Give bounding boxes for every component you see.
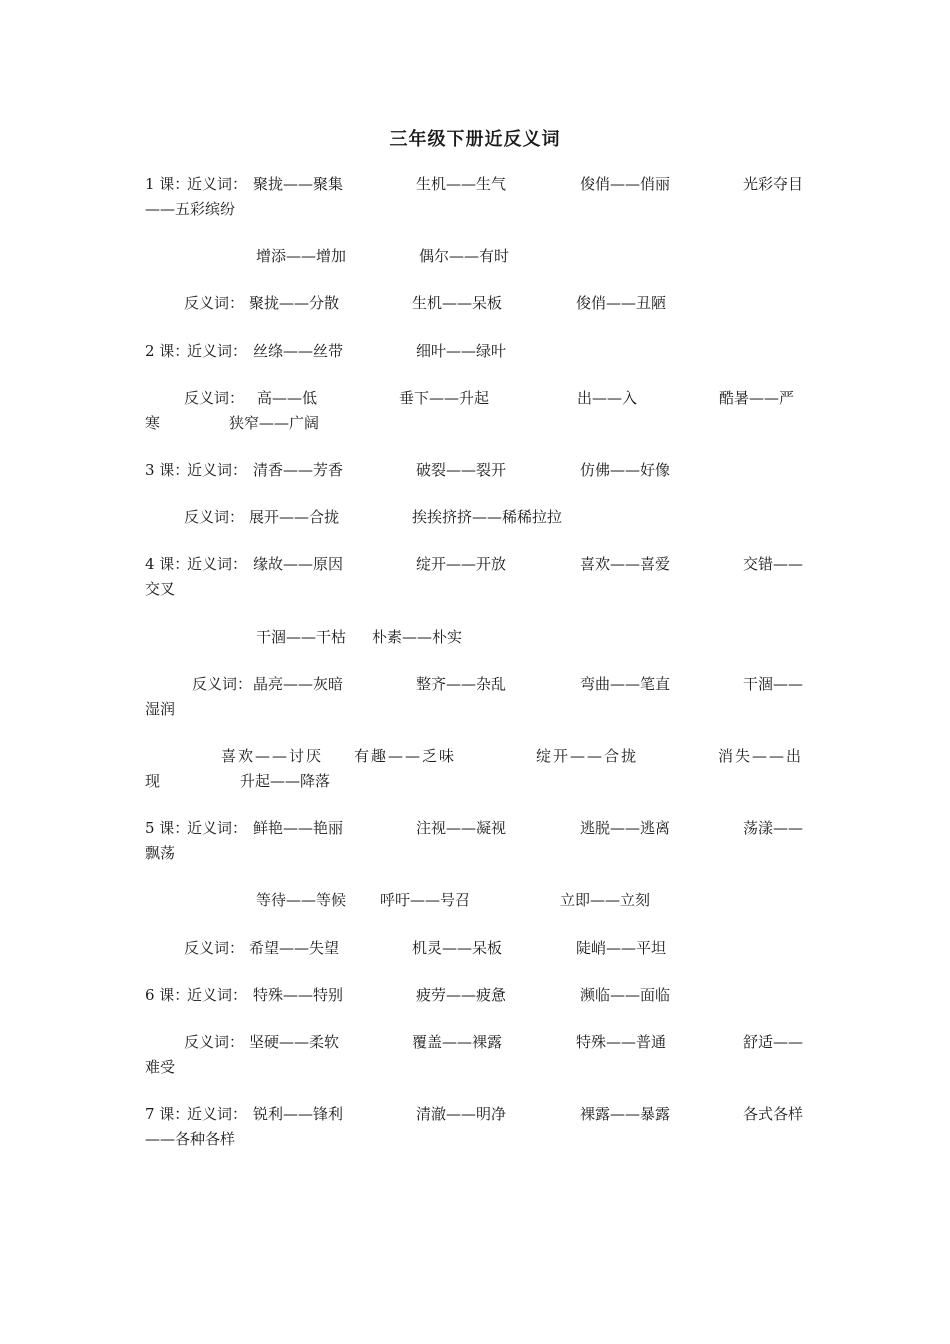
word-pair: 聚拢——聚集 bbox=[253, 175, 344, 193]
word-fragment: 湿润 bbox=[145, 700, 176, 718]
word-pair: 俊俏——俏丽 bbox=[580, 175, 671, 193]
lesson-4-antonyms-line-2 bbox=[145, 745, 807, 767]
word-pair: 覆盖——裸露 bbox=[412, 1033, 503, 1051]
page-title: 三年级下册近反义词 bbox=[389, 129, 561, 150]
lesson-3-synonyms-line bbox=[145, 459, 807, 481]
word-pair: 特殊——普通 bbox=[576, 1033, 667, 1051]
word-pair: ——五彩缤纷 bbox=[145, 200, 236, 218]
word-fragment: 寒 bbox=[145, 414, 161, 432]
word-pair: 喜欢——讨厌 bbox=[221, 747, 324, 765]
lesson-1-antonyms-line bbox=[145, 292, 807, 314]
word-fragment: 现 bbox=[145, 772, 161, 790]
word-pair: 狭窄——广阔 bbox=[229, 414, 320, 432]
word-pair: 生机——生气 bbox=[416, 175, 507, 193]
antonym-label: 反义词： bbox=[184, 1033, 245, 1051]
word-pair: 绽开——开放 bbox=[416, 555, 507, 573]
word-pair: 缘故——原因 bbox=[253, 555, 344, 573]
word-pair: 裸露——暴露 bbox=[580, 1105, 671, 1123]
lesson-6-synonyms-line bbox=[145, 984, 807, 1006]
word-pair: 弯曲——笔直 bbox=[580, 675, 671, 693]
word-pair: 绽开——合拢 bbox=[536, 747, 639, 765]
word-pair: 注视——凝视 bbox=[416, 819, 507, 837]
word-pair: 晶亮——灰暗 bbox=[253, 675, 344, 693]
word-pair: 舒适—— bbox=[743, 1033, 804, 1051]
antonym-label: 反义词： bbox=[184, 939, 245, 957]
lesson-5-synonyms-line-2 bbox=[145, 889, 807, 911]
lesson-label: 2 课： bbox=[145, 342, 190, 360]
word-pair: 朴素——朴实 bbox=[372, 628, 463, 646]
word-pair: 逃脱——逃离 bbox=[580, 819, 671, 837]
lesson-1-synonyms-wrap bbox=[145, 198, 807, 220]
lesson-7-synonyms-line bbox=[145, 1103, 807, 1125]
antonym-label: 反义词： bbox=[184, 389, 245, 407]
word-pair: ——各种各样 bbox=[145, 1130, 236, 1148]
lesson-6-antonyms-line bbox=[145, 1031, 807, 1053]
lesson-3-antonyms-line bbox=[145, 506, 807, 528]
word-pair: 呼吁——号召 bbox=[380, 891, 471, 909]
word-pair: 希望——失望 bbox=[249, 939, 340, 957]
lesson-4-antonyms-wrap-2 bbox=[145, 770, 807, 792]
synonym-label: 近义词： bbox=[187, 555, 248, 573]
antonym-label: 反义词： bbox=[184, 294, 245, 312]
word-pair: 干涸——干枯 bbox=[256, 628, 347, 646]
word-pair: 增添——增加 bbox=[256, 247, 347, 265]
word-fragment: 交叉 bbox=[145, 580, 176, 598]
lesson-6-antonyms-wrap bbox=[145, 1056, 807, 1078]
word-pair: 陡峭——平坦 bbox=[576, 939, 667, 957]
word-pair: 各式各样 bbox=[743, 1105, 804, 1123]
lesson-label: 5 课： bbox=[145, 819, 190, 837]
word-fragment: 飘荡 bbox=[145, 844, 176, 862]
synonym-label: 近义词： bbox=[187, 342, 248, 360]
lesson-7-synonyms-wrap bbox=[145, 1128, 807, 1150]
synonym-label: 近义词： bbox=[187, 461, 248, 479]
lesson-4-synonyms-wrap bbox=[145, 578, 807, 600]
synonym-label: 近义词： bbox=[187, 819, 248, 837]
lesson-1-synonyms-line bbox=[145, 173, 807, 195]
synonym-label: 近义词： bbox=[187, 1105, 248, 1123]
word-pair: 等待——等候 bbox=[256, 891, 347, 909]
word-pair: 仿佛——好像 bbox=[580, 461, 671, 479]
lesson-label: 7 课： bbox=[145, 1105, 190, 1123]
word-pair: 光彩夺目 bbox=[743, 175, 804, 193]
word-pair: 挨挨挤挤——稀稀拉拉 bbox=[412, 508, 563, 526]
synonym-label: 近义词： bbox=[187, 175, 248, 193]
word-pair: 濒临——面临 bbox=[580, 986, 671, 1004]
word-pair: 坚硬——柔软 bbox=[249, 1033, 340, 1051]
word-pair: 酷暑——严 bbox=[719, 389, 795, 407]
word-pair: 整齐——杂乱 bbox=[416, 675, 507, 693]
lesson-label: 4 课： bbox=[145, 555, 190, 573]
word-pair: 特殊——特别 bbox=[253, 986, 344, 1004]
word-pair: 交错—— bbox=[743, 555, 804, 573]
lesson-1-synonyms-line-2 bbox=[145, 245, 807, 267]
word-pair: 俊俏——丑陋 bbox=[576, 294, 667, 312]
word-pair: 展开——合拢 bbox=[249, 508, 340, 526]
word-pair: 高——低 bbox=[257, 389, 318, 407]
lesson-2-antonyms-line bbox=[145, 387, 807, 409]
word-pair: 锐利——锋利 bbox=[253, 1105, 344, 1123]
word-pair: 疲劳——疲惫 bbox=[416, 986, 507, 1004]
word-pair: 升起——降落 bbox=[240, 772, 331, 790]
synonym-label: 近义词： bbox=[187, 986, 248, 1004]
word-pair: 消失——出 bbox=[718, 747, 804, 765]
lesson-label: 3 课： bbox=[145, 461, 190, 479]
word-pair: 生机——呆板 bbox=[412, 294, 503, 312]
word-pair: 垂下——升起 bbox=[399, 389, 490, 407]
lesson-2-antonyms-wrap bbox=[145, 412, 807, 434]
lesson-label: 6 课： bbox=[145, 986, 190, 1004]
word-pair: 清香——芳香 bbox=[253, 461, 344, 479]
word-fragment: 难受 bbox=[145, 1058, 176, 1076]
lesson-4-antonyms-line bbox=[145, 673, 807, 695]
word-pair: 有趣——乏味 bbox=[354, 747, 457, 765]
word-pair: 喜欢——喜爱 bbox=[580, 555, 671, 573]
antonym-label: 反义词： bbox=[192, 675, 253, 693]
word-pair: 丝绦——丝带 bbox=[253, 342, 344, 360]
word-pair: 机灵——呆板 bbox=[412, 939, 503, 957]
lesson-2-synonyms-line bbox=[145, 340, 807, 362]
lesson-4-synonyms-line-2 bbox=[145, 626, 807, 648]
word-pair: 干涸—— bbox=[743, 675, 804, 693]
word-pair: 出——入 bbox=[577, 389, 638, 407]
lesson-4-antonyms-wrap bbox=[145, 698, 807, 720]
word-pair: 破裂——裂开 bbox=[416, 461, 507, 479]
word-pair: 偶尔——有时 bbox=[419, 247, 510, 265]
lesson-4-synonyms-line bbox=[145, 553, 807, 575]
word-pair: 清澈——明净 bbox=[416, 1105, 507, 1123]
lesson-5-synonyms-line bbox=[145, 817, 807, 839]
lesson-5-synonyms-wrap bbox=[145, 842, 807, 864]
word-pair: 细叶——绿叶 bbox=[416, 342, 507, 360]
antonym-label: 反义词： bbox=[184, 508, 245, 526]
word-pair: 荡漾—— bbox=[743, 819, 804, 837]
word-pair: 聚拢——分散 bbox=[249, 294, 340, 312]
word-pair: 立即——立刻 bbox=[560, 891, 651, 909]
lesson-5-antonyms-line bbox=[145, 937, 807, 959]
lesson-label: 1 课： bbox=[145, 175, 190, 193]
word-pair: 鲜艳——艳丽 bbox=[253, 819, 344, 837]
